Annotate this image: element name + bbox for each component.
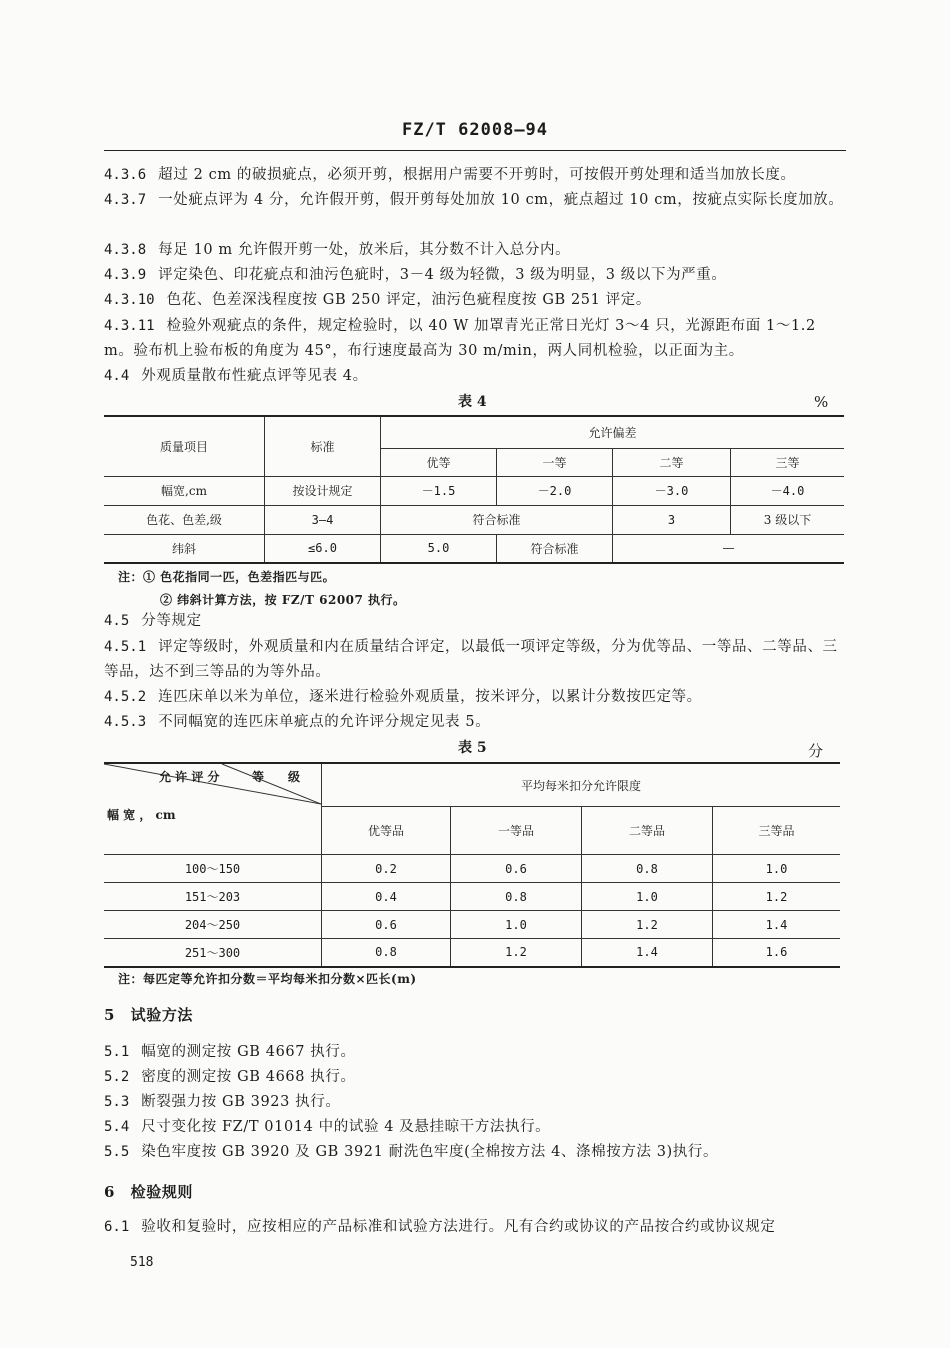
page-number: 518 bbox=[130, 1255, 154, 1270]
table-row bbox=[104, 505, 844, 534]
t5-cell: 1.0 bbox=[582, 883, 713, 911]
t5-cell: 1.2 bbox=[713, 883, 841, 911]
t5-cell: 1.2 bbox=[582, 911, 713, 939]
t4-cell: ≤6.0 bbox=[265, 534, 381, 563]
paragraph-5-2: 5.2 密度的测定按 GB 4668 执行。 bbox=[104, 1069, 356, 1085]
paragraph-4-3-8: 4.3.8 每足 10 m 允许假开剪一处，放米后，其分数不计入总分内。 bbox=[104, 242, 571, 258]
paragraph-4-5: 4.5 分等规定 bbox=[104, 613, 202, 629]
t5-width-cell: 251～300 bbox=[104, 939, 322, 967]
t5-grade-header: 三等品 bbox=[713, 807, 841, 855]
table-row bbox=[104, 939, 840, 967]
table4-note-2: ② 纬斜计算方法，按 FZ/T 62007 执行。 bbox=[160, 593, 406, 607]
t4-cell: 3 bbox=[613, 505, 731, 534]
t5-cell: 1.0 bbox=[713, 855, 841, 883]
table-row bbox=[104, 911, 840, 939]
t5-group-header: 平均每米扣分允许限度 bbox=[322, 763, 841, 807]
t5-corner-label-score: 允 许 评 分 bbox=[159, 770, 220, 784]
t5-cell: 0.8 bbox=[322, 939, 451, 967]
table4 bbox=[104, 415, 844, 564]
t4-cell: 符合标准 bbox=[381, 505, 613, 534]
table4-note-1: 注：① 色花指同一匹，色差指匹与匹。 bbox=[118, 570, 336, 584]
t4-cell: 3—4 bbox=[265, 505, 381, 534]
paragraph-4-3-7: 4.3.7 一处疵点评为 4 分，允许假开剪，假开剪每处加放 10 cm，疵点超过 10 cm，按疵点实际长度加放。 bbox=[104, 192, 844, 208]
t4-cell: －4.0 bbox=[731, 476, 845, 505]
table4-unit: % bbox=[814, 393, 829, 411]
t5-cell: 1.6 bbox=[713, 939, 841, 967]
table5 bbox=[104, 762, 840, 968]
t5-cell: 1.4 bbox=[582, 939, 713, 967]
paragraph-5-1: 5.1 幅宽的测定按 GB 4667 执行。 bbox=[104, 1044, 356, 1060]
table-row bbox=[104, 855, 840, 883]
paragraph-4-5-2: 4.5.2 连匹床单以米为单位，逐米进行检验外观质量，按米评分，以累计分数按匹定等。 bbox=[104, 689, 702, 705]
t4-cell: 5.0 bbox=[381, 534, 497, 563]
paragraph-4-5-3: 4.5.3 不同幅宽的连匹床单疵点的允许评分规定见表 5。 bbox=[104, 714, 491, 730]
table-row bbox=[104, 534, 844, 563]
t4-header-item: 质量项目 bbox=[104, 416, 265, 476]
t5-grade-header: 一等品 bbox=[451, 807, 582, 855]
t4-cell: －1.5 bbox=[381, 476, 497, 505]
t5-cell: 1.2 bbox=[451, 939, 582, 967]
t4-cell: －3.0 bbox=[613, 476, 731, 505]
t5-grade-header: 优等品 bbox=[322, 807, 451, 855]
t5-cell: 0.6 bbox=[322, 911, 451, 939]
t5-cell: 1.4 bbox=[713, 911, 841, 939]
t5-corner-label-width: 幅 宽 ， cm bbox=[107, 808, 176, 822]
paragraph-4-3-9: 4.3.9 评定染色、印花疵点和油污色疵时，3－4 级为轻微，3 级为明显，3 级以下为严重。 bbox=[104, 267, 727, 283]
t4-grade-1: 优等 bbox=[381, 448, 497, 476]
t5-corner bbox=[104, 764, 321, 854]
table-row bbox=[104, 883, 840, 911]
paragraph-5-5: 5.5 染色牢度按 GB 3920 及 GB 3921 耐洗色牢度(全棉按方法 4、涤棉按方法 3)执行。 bbox=[104, 1144, 719, 1160]
t4-cell: 纬斜 bbox=[104, 534, 265, 563]
header-rule bbox=[104, 150, 846, 151]
table-row bbox=[104, 476, 844, 505]
t5-cell: 0.4 bbox=[322, 883, 451, 911]
table5-caption: 表 5 bbox=[458, 740, 487, 756]
t4-grade-4: 三等 bbox=[731, 448, 845, 476]
t5-grade-header: 二等品 bbox=[582, 807, 713, 855]
t4-cell: 幅宽,cm bbox=[104, 476, 265, 505]
t5-cell: 0.6 bbox=[451, 855, 582, 883]
t5-width-cell: 100～150 bbox=[104, 855, 322, 883]
t5-cell: 1.0 bbox=[451, 911, 582, 939]
paragraph-5-3: 5.3 断裂强力按 GB 3923 执行。 bbox=[104, 1094, 341, 1110]
t4-cell: 3 级以下 bbox=[731, 505, 845, 534]
paragraph-4-3-11: 4.3.11 检验外观疵点的条件，规定检验时，以 40 W 加罩青光正常日光灯 3～4 只，光源距布面 1～1.2 m。验布机上验布板的角度为 45°，布行速度最高为 30 m/min，两人同机检验，以正面为主。 bbox=[104, 318, 816, 359]
paragraph-5-4: 5.4 尺寸变化按 FZ/T 01014 中的试验 4 及悬挂晾干方法执行。 bbox=[104, 1119, 551, 1135]
t4-grade-2: 一等 bbox=[497, 448, 613, 476]
paragraph-4-5-1: 4.5.1 评定等级时，外观质量和内在质量结合评定，以最低一项评定等级，分为优等品、一等品、二等品、三等品，达不到三等品的为等外品。 bbox=[104, 639, 838, 680]
t4-grade-3: 二等 bbox=[613, 448, 731, 476]
t4-cell: 符合标准 bbox=[497, 534, 613, 563]
section-5-title: 5 试验方法 bbox=[104, 1006, 194, 1024]
paragraph-4-3-10: 4.3.10 色花、色差深浅程度按 GB 250 评定，油污色疵程度按 GB 251 评定。 bbox=[104, 292, 651, 308]
t5-cell: 0.8 bbox=[582, 855, 713, 883]
table4-caption: 表 4 bbox=[458, 394, 487, 410]
t5-width-cell: 151～203 bbox=[104, 883, 322, 911]
t4-cell: 按设计规定 bbox=[265, 476, 381, 505]
table5-note: 注：每匹定等允许扣分数＝平均每米扣分数×匹长(m) bbox=[118, 972, 417, 986]
t5-width-cell: 204～250 bbox=[104, 911, 322, 939]
paragraph-4-4: 4.4 外观质量散布性疵点评等见表 4。 bbox=[104, 368, 368, 384]
table5-unit: 分 bbox=[808, 742, 824, 760]
paragraph-4-3-6: 4.3.6 超过 2 cm 的破损疵点，必须开剪，根据用户需要不开剪时，可按假开剪处理和适当加放长度。 bbox=[104, 167, 796, 183]
t4-header-tolerance: 允许偏差 bbox=[381, 416, 845, 448]
t4-cell: — bbox=[613, 534, 845, 563]
t5-corner-cell bbox=[104, 763, 322, 855]
document-code: FZ/T 62008—94 bbox=[401, 120, 549, 140]
t4-header-standard: 标准 bbox=[265, 416, 381, 476]
t5-cell: 0.2 bbox=[322, 855, 451, 883]
t4-cell: 色花、色差,级 bbox=[104, 505, 265, 534]
paragraph-6-1: 6.1 验收和复验时，应按相应的产品标准和试验方法进行。凡有合约或协议的产品按合约或协议规定 bbox=[104, 1219, 776, 1235]
t5-cell: 0.8 bbox=[451, 883, 582, 911]
section-6-title: 6 检验规则 bbox=[104, 1183, 194, 1201]
t4-cell: －2.0 bbox=[497, 476, 613, 505]
t5-corner-label-grade: 等 级 bbox=[252, 770, 301, 784]
